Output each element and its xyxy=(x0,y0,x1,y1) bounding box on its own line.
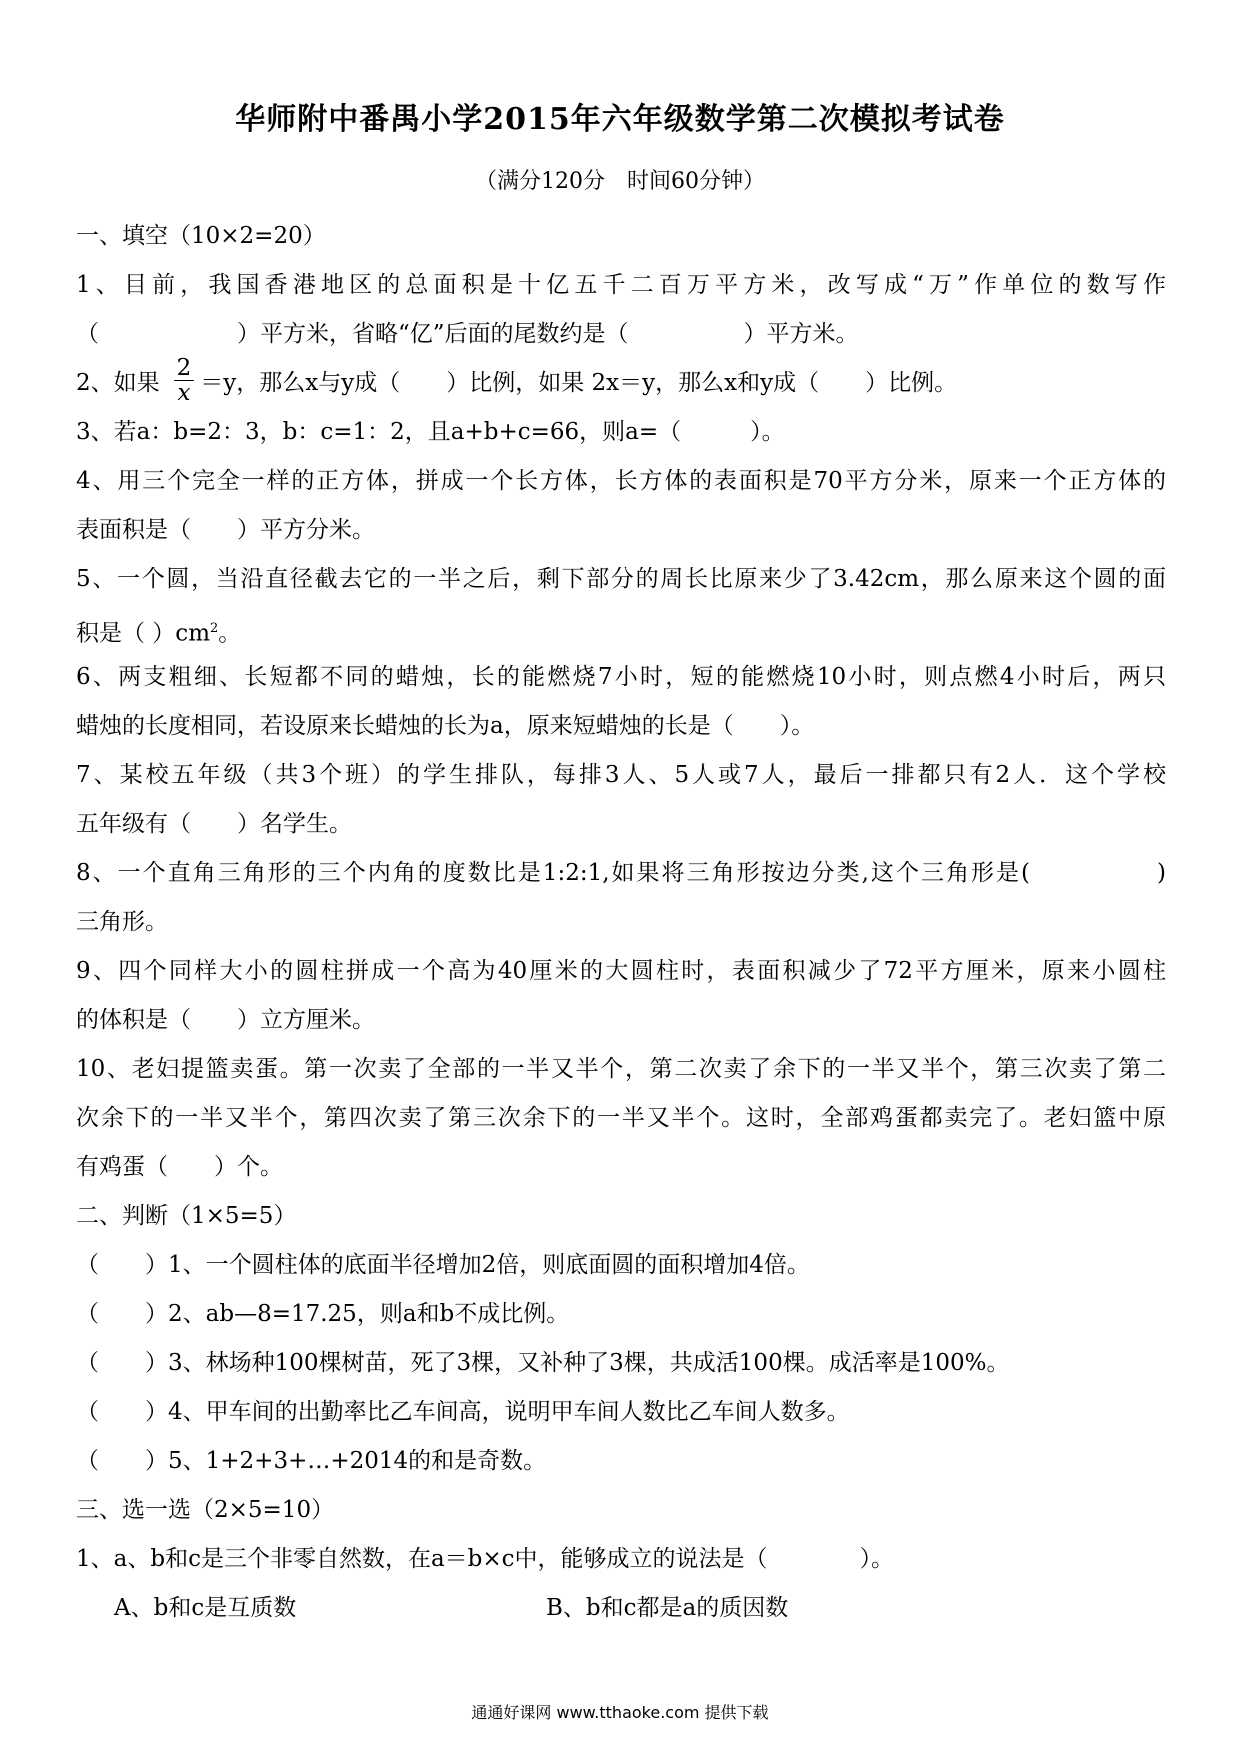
question-9-line-2: 的体积是（ ）立方厘米。 xyxy=(76,1007,375,1033)
question-2 xyxy=(76,354,1166,408)
question-1-line-1: 1、目前，我国香港地区的总面积是十亿五千二百万平方米，改写成“万”作单位的数写作 xyxy=(76,272,1166,298)
question-5-line-2 xyxy=(76,604,1166,653)
question-10-line-2: 次余下的一半又半个，第四次卖了第三次余下的一半又半个。这时，全部鸡蛋都卖完了。老妇篮中原 xyxy=(76,1105,1166,1131)
question-10-line-1: 10、老妇提篮卖蛋。第一次卖了全部的一半又半个，第二次卖了余下的一半又半个，第三次卖了第二 xyxy=(76,1056,1166,1082)
page-title: 华师附中番禺小学2015年六年级数学第二次模拟考试卷 xyxy=(235,102,1005,137)
question-1-line-2: （ ）平方米，省略“亿”后面的尾数约是（ ）平方米。 xyxy=(76,321,859,347)
fraction-numerator: 2 xyxy=(174,356,195,381)
page-subtitle: （满分120分 时间60分钟） xyxy=(475,169,765,194)
question-9-line-1: 9、四个同样大小的圆柱拼成一个高为40厘米的大圆柱时，表面积减少了72平方厘米，原来小圆柱 xyxy=(76,958,1166,984)
question-4-line-1: 4、用三个完全一样的正方体，拼成一个长方体，长方体的表面积是70平方分米，原来一个正方体的 xyxy=(76,468,1166,494)
judge-item-4: （ ）4、甲车间的出勤率比乙车间高，说明甲车间人数比乙车间人数多。 xyxy=(76,1399,850,1425)
question-8-line-2: 三角形。 xyxy=(76,909,168,935)
question-7-line-2: 五年级有（ ）名学生。 xyxy=(76,811,352,837)
question-5-line-1: 5、一个圆，当沿直径截去它的一半之后，剩下部分的周长比原来少了3.42cm，那么原来这个圆的面 xyxy=(76,566,1166,592)
question-8-line-1: 8、一个直角三角形的三个内角的度数比是1:2:1,如果将三角形按边分类,这个三角形是( ) xyxy=(76,860,1166,886)
fraction-2-over-x xyxy=(174,356,195,405)
section-heading-fill: 一、填空（10×2=20） xyxy=(76,223,326,249)
question-6-line-2: 蜡烛的长度相同，若设原来长蜡烛的长为a，原来短蜡烛的长是（ ）。 xyxy=(76,713,815,739)
question-5-end: 。 xyxy=(218,620,242,647)
choice-options-1 xyxy=(76,1584,1166,1633)
superscript-2: 2 xyxy=(210,621,219,636)
judge-item-5: （ ）5、1+2+3+…+2014的和是奇数。 xyxy=(76,1448,547,1474)
question-3: 3、若a：b=2：3，b：c=1：2，且a+b+c=66，则a=（ ）。 xyxy=(76,419,785,445)
question-5-text: 积是（ ）cm xyxy=(76,620,211,647)
choice-option-b: B、b和c都是a的质因数 xyxy=(546,1595,789,1621)
choice-question-1: 1、a、b和c是三个非零自然数，在a＝b×c中，能够成立的说法是（ ）。 xyxy=(76,1546,895,1572)
footer-download-note: 通通好课网 www.tthaoke.com 提供下载 xyxy=(471,1703,769,1722)
question-4-line-2: 表面积是（ ）平方分米。 xyxy=(76,517,375,543)
judge-item-2: （ ）2、ab—8=17.25，则a和b不成比例。 xyxy=(76,1301,570,1327)
question-2-prefix: 2、如果 xyxy=(76,370,160,396)
question-2-suffix: ＝y，那么x与y成（ ）比例，如果 2x＝y，那么x和y成（ ）比例。 xyxy=(200,370,958,396)
fraction-denominator: x xyxy=(177,379,191,406)
judge-item-3: （ ）3、林场种100棵树苗，死了3棵，又补种了3棵，共成活100棵。成活率是100%。 xyxy=(76,1350,1010,1376)
choice-option-a: A、b和c是互质数 xyxy=(114,1595,297,1621)
section-heading-choose: 三、选一选（2×5=10） xyxy=(76,1497,335,1523)
question-10-line-3: 有鸡蛋（ ）个。 xyxy=(76,1154,283,1180)
question-6-line-1: 6、两支粗细、长短都不同的蜡烛，长的能燃烧7小时，短的能燃烧10小时，则点燃4小时后，两只 xyxy=(76,664,1166,690)
judge-item-1: （ ）1、一个圆柱体的底面半径增加2倍，则底面圆的面积增加4倍。 xyxy=(76,1252,810,1278)
exam-content xyxy=(76,212,1166,1633)
section-heading-judge: 二、判断（1×5=5） xyxy=(76,1203,297,1229)
question-7-line-1: 7、某校五年级（共3个班）的学生排队，每排3人、5人或7人，最后一排都只有2人．这个学校 xyxy=(76,762,1166,788)
